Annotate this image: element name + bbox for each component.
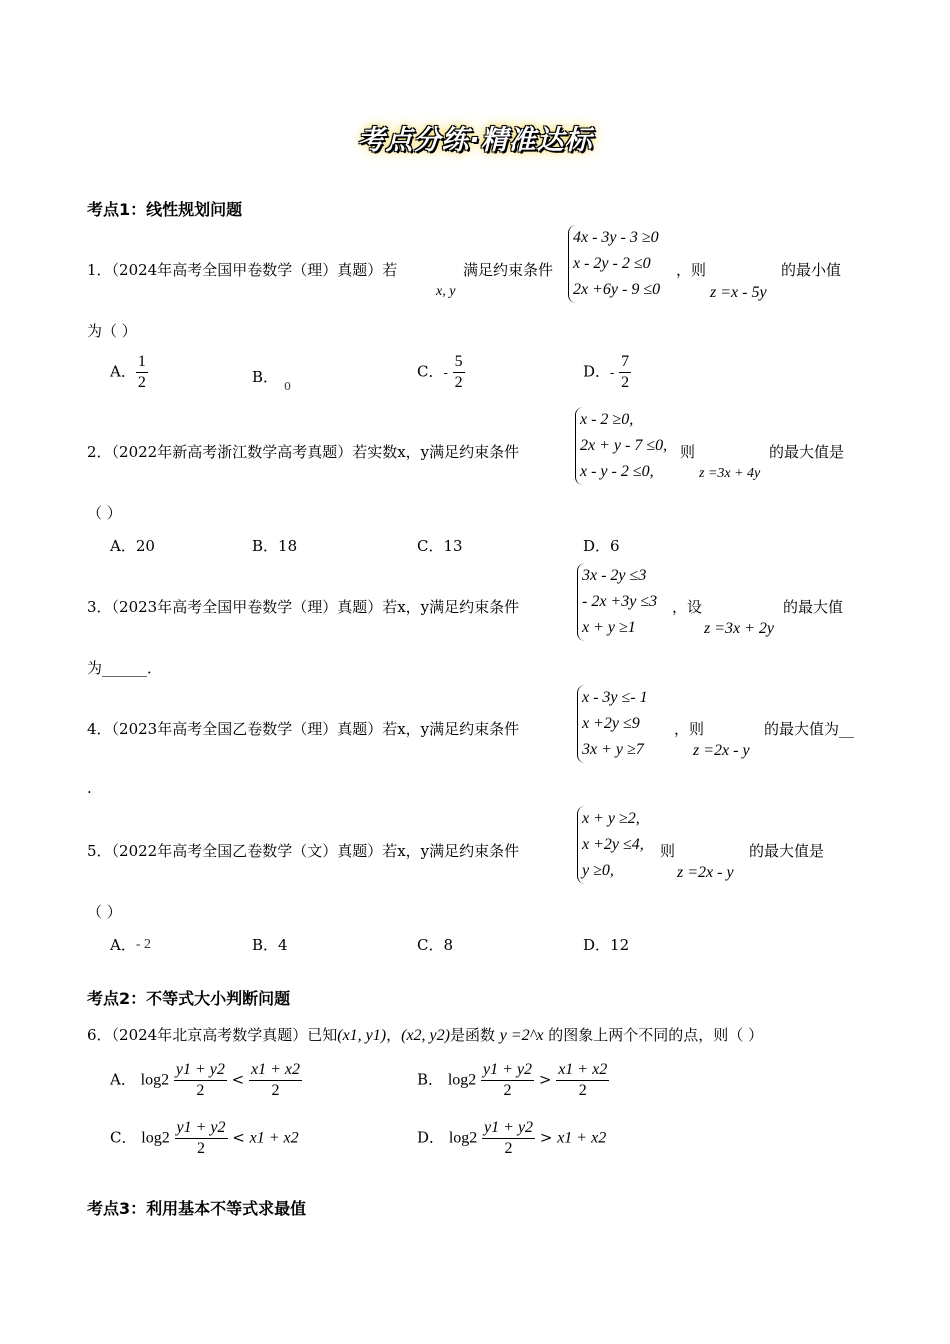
question-1-then: ，则 [676, 261, 707, 279]
question-1-constraints [568, 225, 660, 303]
question-1-mid: 满足约束条件 [463, 261, 554, 279]
question-3-wrap: 为______． [87, 659, 163, 677]
page-title: 考点分练·精准达标 [357, 125, 593, 156]
question-2-option-b[interactable]: B．18 [252, 537, 298, 555]
separator: ， [386, 1026, 402, 1044]
option-label: B． [252, 368, 279, 386]
constraint: 2x +6y - 9 ≤0 [573, 281, 661, 298]
question-6-mid: 是函数 [449, 1026, 495, 1044]
question-2-option-a[interactable]: A．20 [110, 537, 155, 555]
question-1-wrap: 为（ ） [87, 322, 137, 340]
relation: < [232, 1128, 245, 1147]
question-3-text: 3．（2023年高考全国甲卷数学（理）真题）若x，y满足约束条件 [87, 598, 520, 616]
question-5-then: 则 [660, 842, 676, 860]
fraction [619, 352, 631, 393]
question-4-constraints [577, 685, 648, 763]
question-1-option-a[interactable] [110, 352, 148, 393]
question-5-wrap: （ ） [87, 903, 122, 921]
constraint: x + y ≥1 [582, 619, 636, 636]
constraint: x - y - 2 ≤0, [580, 463, 654, 480]
relation: < [231, 1070, 245, 1089]
fraction [481, 1060, 534, 1101]
question-1-option-d[interactable] [583, 352, 631, 393]
denominator: 2 [196, 1082, 205, 1099]
question-2-objective: z =3x + 4y [699, 466, 761, 481]
denominator: 2 [271, 1082, 280, 1099]
numerator: 1 [136, 352, 148, 373]
constraint: x - 2y - 2 ≤0 [573, 255, 651, 272]
constraint: x - 3y ≤- 1 [582, 689, 648, 706]
denominator: 2 [454, 374, 463, 391]
question-2-wrap: （ ） [87, 504, 122, 522]
denominator: 2 [503, 1082, 512, 1099]
option-label: A． [110, 936, 136, 954]
point-2: (x2, y2) [401, 1027, 450, 1044]
question-5-text: 5．（2022年高考全国乙卷数学（文）真题）若x，y满足约束条件 [87, 842, 520, 860]
question-5-option-c[interactable]: C．8 [417, 936, 454, 954]
question-5-tail: 的最大值是 [749, 842, 825, 860]
constraint: 3x + y ≥7 [582, 741, 644, 758]
minus-sign: - [443, 364, 448, 380]
relation: > [538, 1070, 552, 1089]
option-label: D． [583, 362, 611, 381]
log: log2 [447, 1071, 477, 1089]
section-heading-3: 考点3：利用基本不等式求最值 [87, 1199, 307, 1218]
point-1: (x1, y1) [337, 1027, 387, 1044]
minus-sign: - [610, 364, 615, 380]
question-6-text [87, 1024, 763, 1045]
constraint: x +2y ≤4, [582, 836, 644, 853]
question-1-vars: x, y [436, 284, 456, 299]
option-value: - 2 [135, 937, 152, 952]
question-5-option-b[interactable]: B．4 [252, 936, 288, 954]
option-label: C． [110, 1128, 137, 1147]
fraction [175, 1118, 228, 1159]
denominator: 2 [504, 1140, 513, 1157]
function: y =2^x [499, 1027, 544, 1044]
numerator: y1 + y2 [482, 1118, 535, 1139]
question-3-tail: 的最大值 [783, 598, 844, 616]
option-label: A． [110, 362, 136, 381]
rhs: x1 + x2 [557, 1129, 607, 1147]
denominator: 2 [578, 1082, 587, 1099]
question-6-intro: 6．（2024年北京高考数学真题）已知 [87, 1026, 338, 1044]
question-3-then: ，设 [672, 598, 703, 616]
constraint: x +2y ≤9 [582, 715, 640, 732]
fraction [136, 352, 148, 393]
question-2-option-c[interactable]: C．13 [417, 537, 463, 555]
question-6-option-b[interactable] [417, 1060, 609, 1101]
fraction [482, 1118, 535, 1159]
log: log2 [140, 1071, 170, 1089]
constraint: 2x + y - 7 ≤0, [580, 437, 668, 454]
option-label: D． [417, 1128, 445, 1147]
question-6-tail: 的图象上两个不同的点，则（ ） [548, 1026, 764, 1044]
question-2-text: 2．（2022年新高考浙江数学高考真题）若实数x，y满足约束条件 [87, 443, 520, 461]
question-2-constraints [575, 407, 667, 485]
option-label: C． [417, 362, 444, 381]
question-6-option-c[interactable] [110, 1118, 299, 1159]
numerator: y1 + y2 [175, 1118, 228, 1139]
constraint: 3x - 2y ≤3 [582, 567, 647, 584]
question-1-option-c[interactable] [417, 352, 465, 393]
question-4-objective: z =2x - y [693, 742, 750, 759]
question-5-option-a[interactable] [110, 934, 151, 955]
question-5-constraints [577, 806, 644, 884]
question-3-objective: z =3x + 2y [704, 620, 775, 637]
fraction [249, 1060, 302, 1101]
question-4-text: 4．（2023年高考全国乙卷数学（理）真题）若x，y满足约束条件 [87, 720, 520, 738]
question-1-objective: z =x - 5y [710, 284, 767, 301]
question-3-constraints [577, 563, 657, 641]
log: log2 [448, 1129, 478, 1147]
question-2-tail: 的最大值是 [769, 443, 845, 461]
fraction [174, 1060, 227, 1101]
option-label: A． [110, 1070, 136, 1089]
denominator: 2 [137, 374, 146, 391]
question-6-option-d[interactable] [417, 1118, 606, 1159]
question-2-option-d[interactable]: D．6 [583, 537, 620, 555]
numerator: x1 + x2 [556, 1060, 609, 1081]
log: log2 [141, 1129, 170, 1147]
numerator: y1 + y2 [481, 1060, 534, 1081]
numerator: y1 + y2 [174, 1060, 227, 1081]
option-label: B． [417, 1070, 444, 1089]
question-2-then: 则 [680, 443, 696, 461]
question-1-text: 1．（2024年高考全国甲卷数学（理）真题）若 [87, 261, 398, 279]
denominator: 2 [621, 374, 630, 391]
question-4-wrap: . [87, 779, 92, 797]
question-6-option-a[interactable] [110, 1060, 302, 1101]
question-1-option-b[interactable] [252, 366, 292, 393]
section-heading-2: 考点2：不等式大小判断问题 [87, 989, 291, 1008]
numerator: x1 + x2 [249, 1060, 302, 1081]
fraction [556, 1060, 609, 1101]
denominator: 2 [197, 1140, 205, 1157]
numerator: 5 [453, 352, 465, 373]
constraint: 4x - 3y - 3 ≥0 [573, 229, 659, 246]
numerator: 7 [619, 352, 631, 373]
question-4-then: ，则 [674, 720, 705, 738]
question-4-tail: 的最大值为__ [764, 720, 855, 738]
fraction [453, 352, 465, 393]
constraint: x - 2 ≥0, [580, 411, 634, 428]
relation: > [539, 1128, 553, 1147]
question-1-tail: 的最小值 [781, 261, 842, 279]
section-heading-1: 考点1：线性规划问题 [87, 200, 243, 219]
constraint: x + y ≥2, [582, 810, 640, 827]
question-5-objective: z =2x - y [677, 864, 734, 881]
constraint: - 2x +3y ≤3 [582, 593, 658, 610]
option-value: 0 [284, 380, 292, 393]
rhs: x1 + x2 [249, 1129, 299, 1147]
question-5-option-d[interactable]: D．12 [583, 936, 630, 954]
constraint: y ≥0, [582, 862, 614, 879]
